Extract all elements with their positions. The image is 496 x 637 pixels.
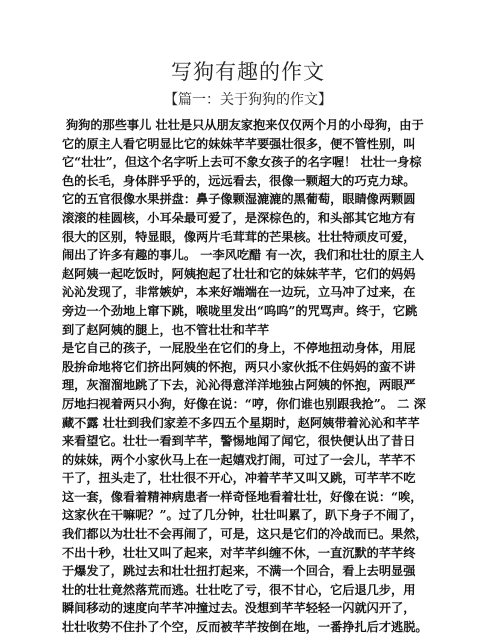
text-line: 滚滚的桂圆核，小耳朵最可爱了，是深棕色的，和头部其它地方有 [62,210,416,225]
essay-body [62,116,442,637]
text-line: 壮壮收势不住扑了个空，反而被芊芊按倒在地，一番挣扎后才逃脱。 [62,620,428,635]
text-line: 狗狗的那些事儿 壮壮是只从朋友家抱来仅仅两个月的小母狗，由于 [66,118,424,132]
text-line: 沁沁发现了，非常嫉妒，本来好端端在一边玩，立马冲了过来，在 [62,285,416,300]
text-line: 是它自己的孩子，一屁股坐在它们的身上，不停地扭动身体，用屁 [62,341,416,356]
text-line: 赵阿姨一起吃饭时，阿姨抱起了壮壮和它的妹妹芊芊，它们的妈妈 [62,266,416,281]
text-line: 我们都以为壮壮不会再闹了，可是，这只是它们的冷战而已。果然， [62,527,428,542]
text-line: 它的五官很像水果拼盘：鼻子像颗湿漉漉的黑葡萄，眼睛像两颗圆 [62,192,416,207]
section-heading: 【篇一：关于狗狗的作文】 [164,92,332,108]
text-line: 闹出了许多有趣的事儿。 一李风吃醋 有一次，我们和壮壮的原主人 [62,248,424,263]
text-line: 它“壮壮”，但这个名字听上去可不象女孩子的名字喔！ 壮壮一身棕 [62,155,422,170]
text-line: 旁边一个劲地上窜下跳，喉咙里发出“呜呜”的咒骂声。终于，它跳 [62,303,418,318]
text-line: 股拚命地将它们挤出阿姨的怀抱，两只小家伙抵不住妈妈的蛮不讲 [62,359,416,374]
text-line: 厉地扫视着两只小狗，好像在说：“哼，你们谁也别跟我抢”。 二 深 [62,396,426,411]
text-line: 来看望它。壮壮一看到芊芊，警惕地闻了闻它，很快便认出了昔日 [62,434,416,449]
document-title: 写狗有趣的作文 [171,60,325,84]
text-line: 色的长毛，身体胖乎乎的，远远看去，很像一颗超大的巧克力球。 [62,173,416,188]
text-line: 干了，扭头走了，壮壮很不开心，冲着芊芊又叫又跳，可芊芊不吃 [62,471,416,486]
text-line: 不出十秒，壮壮又叫了起来，对芊芊纠缠不休，一直沉默的芊芊终 [62,545,416,560]
text-line: 瞬间移动的速度向芊芊冲撞过去。没想到芊芊轻轻一闪就闪开了， [62,601,416,616]
text-line: 于爆发了，跳过去和壮壮扭打起来，不满一个回合，看上去明显强 [62,564,416,579]
text-line: 这一套，像看着精神病患者一样奇怪地看着壮壮，好像在说：“唉， [62,489,423,504]
text-line: 很大的区别，特显眼，像两片毛茸茸的芒果核。壮壮特顽皮可爱， [62,229,416,244]
text-line: 的妹妹，两个小家伙马上在一起嬉戏打闹，可过了一会儿，芊芊不 [62,452,416,467]
text-line: 到了赵阿姨的腿上，也不管壮壮和芊芊 [62,322,270,337]
text-line: 壮的壮壮竟然落荒而逃。壮壮吃了亏，很不甘心，它后退几步，用 [62,582,416,597]
text-line: 藏不露 壮壮到我们家差不多四五个星期时，赵阿姨带着沁沁和芊芊 [62,415,420,430]
text-line: 理，灰溜溜地跳了下去，沁沁得意洋洋地独占阿姨的怀抱，两眼严 [62,378,416,393]
text-line: 它的原主人看它明显比它的妹妹芊芊要强壮很多，便不管性别，叫 [62,136,416,151]
text-line: 这家伙在干嘛呢？”。过了几分钟，壮壮叫累了，趴下身子不闹了， [62,508,423,523]
